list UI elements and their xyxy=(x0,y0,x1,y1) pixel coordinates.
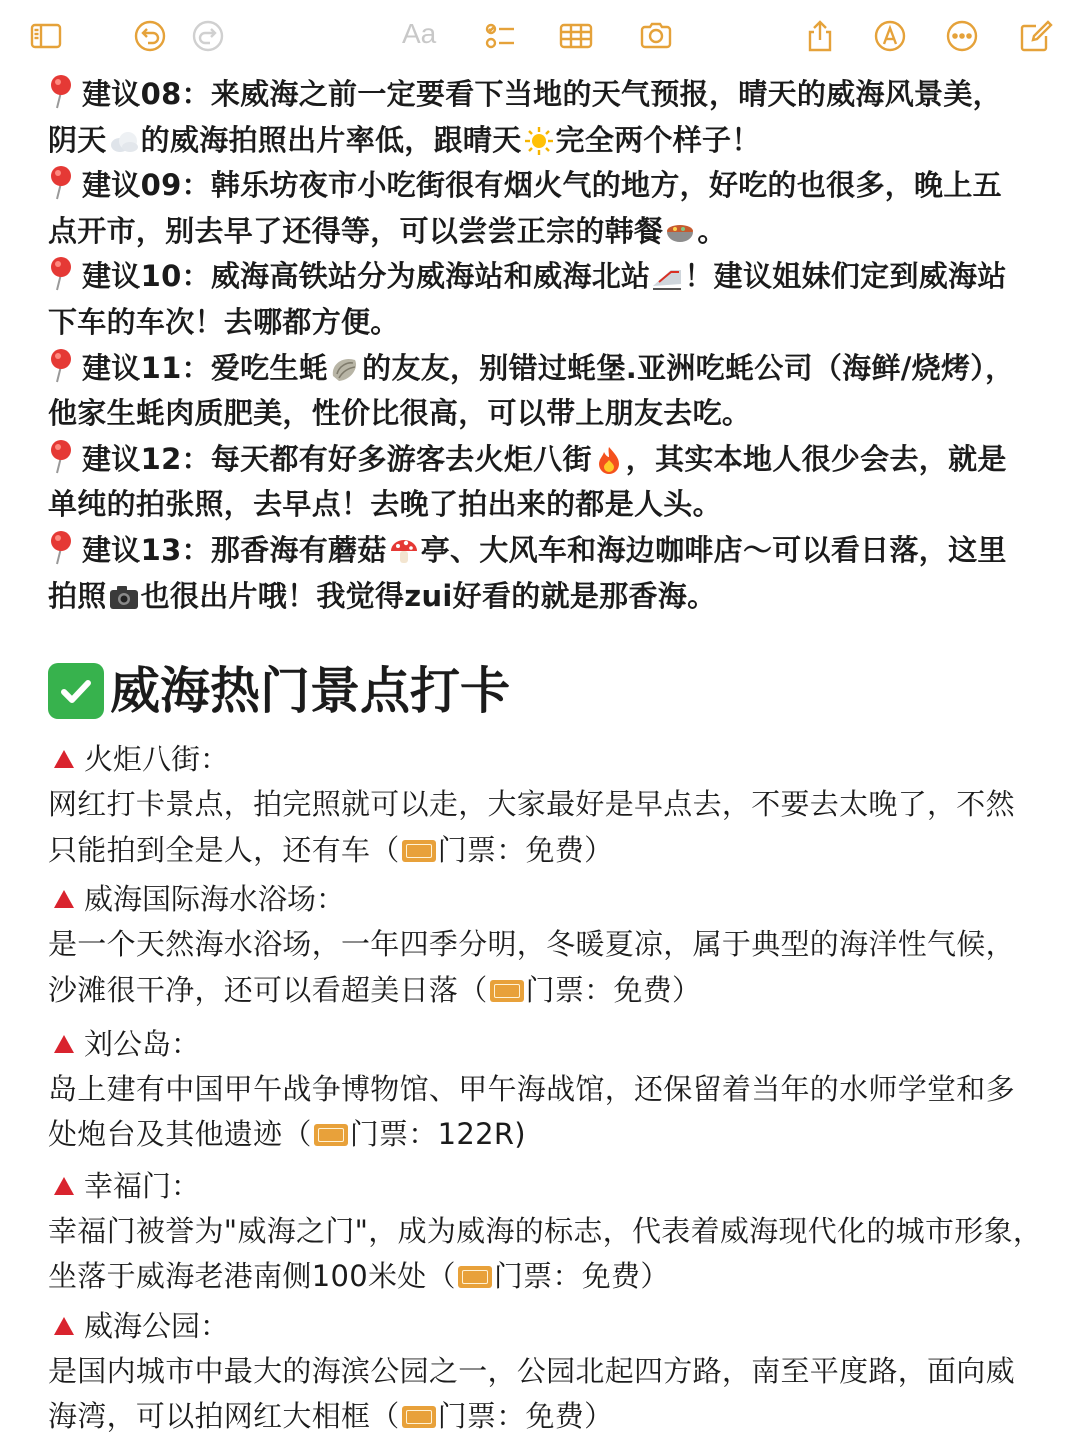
tip-line: 建议13：那香海有蘑菇 亭、大风车和海边咖啡店～可以看日落，这里 xyxy=(48,528,1068,574)
spot-name: 火炬八街： xyxy=(84,742,230,777)
tip-label: 建议09： xyxy=(82,168,211,203)
bowl-icon xyxy=(664,215,696,245)
tip-line: 阴天 的威海拍照出片率低，跟晴天 完全两个样子！ xyxy=(48,122,761,157)
red-pin-icon xyxy=(48,439,74,475)
tip-line: 建议09：韩乐坊夜市小吃街很有烟火气的地方，好吃的也很多，晚上五 xyxy=(48,163,1068,209)
red-triangle-icon xyxy=(54,1317,74,1335)
tip-label: 建议08： xyxy=(82,77,211,111)
mushroom-icon xyxy=(388,534,420,564)
tips-list xyxy=(48,72,1068,619)
tip-line: 他家生蚝肉质肥美，性价比很高，可以带上朋友去吃。 xyxy=(48,396,752,431)
spot-title xyxy=(48,1164,1068,1209)
spots-list xyxy=(48,737,1068,1440)
red-triangle-icon xyxy=(54,1177,74,1195)
red-pin-icon xyxy=(48,256,74,292)
checklist-icon[interactable] xyxy=(480,16,520,56)
spot-description-line: 是国内城市中最大的海滨公园之一，公园北起四方路，南至平度路，面向威 xyxy=(48,1353,1015,1388)
note-body[interactable] xyxy=(48,72,1068,1440)
more-options-icon[interactable] xyxy=(942,16,982,56)
tip-line: 拍照 也很出片哦！我觉得zui好看的就是那香海。 xyxy=(48,578,717,613)
tip-label: 建议13： xyxy=(82,532,211,567)
tip-line: 点开市，别去早了还得等，可以尝尝正宗的韩餐 。 xyxy=(48,213,727,248)
spot-description-line: 是一个天然海水浴场，一年四季分明，冬暖夏凉，属于典型的海洋性气候， xyxy=(48,927,1015,962)
spot-title xyxy=(48,1022,1068,1067)
spot-description-line: 坐落于威海老港南侧100米处（ 门票：免费） xyxy=(48,1259,670,1294)
tip-line: 下车的车次！去哪都方便。 xyxy=(48,304,400,339)
tip-line: 单纯的拍张照，去早点！去晚了拍出来的都是人头。 xyxy=(48,487,722,522)
spot-name: 幸福门： xyxy=(84,1168,201,1203)
camera-icon xyxy=(108,580,140,610)
section-heading xyxy=(48,649,1068,733)
red-pin-icon xyxy=(48,348,74,384)
check-mark-icon xyxy=(48,663,104,719)
tip-line: 建议12：每天都有好多游客去火炬八街 ，其实本地人很少会去，就是 xyxy=(48,437,1068,483)
share-icon[interactable] xyxy=(800,16,840,56)
cloud-icon xyxy=(108,124,140,154)
text-format-button[interactable]: Aa xyxy=(402,18,437,49)
train-icon xyxy=(651,260,683,290)
tip-line: 建议11：爱吃生蚝 的友友，别错过蚝堡.亚洲吃蚝公司（海鲜/烧烤）， xyxy=(48,346,1068,392)
ticket-icon xyxy=(402,1406,436,1428)
ticket-icon xyxy=(490,980,524,1002)
spot-description-line: 只能拍到全是人，还有车（ 门票：免费） xyxy=(48,832,614,867)
markup-pen-icon[interactable] xyxy=(870,16,910,56)
compose-icon[interactable] xyxy=(1016,16,1056,56)
tip-label: 建议10： xyxy=(82,259,211,294)
notes-toolbar xyxy=(0,0,1079,70)
spot-description-line: 海湾，可以拍网红大相框（ 门票：免费） xyxy=(48,1399,614,1434)
redo-icon[interactable] xyxy=(188,16,228,56)
ticket-icon xyxy=(402,840,436,862)
ticket-icon xyxy=(314,1124,348,1146)
tip-line: 建议10：威海高铁站分为威海站和威海北站 ！建议姐妹们定到威海站 xyxy=(48,254,1068,300)
spot-description-line: 网红打卡景点，拍完照就可以走，大家最好是早点去，不要去太晚了，不然 xyxy=(48,787,1015,822)
red-triangle-icon xyxy=(54,750,74,768)
oyster-icon xyxy=(329,352,361,382)
fire-icon xyxy=(593,443,625,473)
table-icon[interactable] xyxy=(556,16,596,56)
red-pin-icon xyxy=(48,74,74,110)
spot-title xyxy=(48,737,1068,782)
spot-title xyxy=(48,877,1068,922)
spot-description-line: 岛上建有中国甲午战争博物馆、甲午海战馆，还保留着当年的水师学堂和多 xyxy=(48,1071,1015,1106)
red-triangle-icon xyxy=(54,890,74,908)
sun-icon xyxy=(523,124,555,154)
spot-title xyxy=(48,1304,1068,1349)
undo-icon[interactable] xyxy=(130,16,170,56)
tip-label: 建议12： xyxy=(82,441,211,476)
spot-name: 威海国际海水浴场： xyxy=(84,882,346,917)
camera-icon[interactable] xyxy=(636,16,676,56)
sidebar-toggle-icon[interactable] xyxy=(26,16,66,56)
spot-description-line: 处炮台及其他遗迹（ 门票：122R) xyxy=(48,1117,526,1152)
ticket-icon xyxy=(458,1266,492,1288)
spot-description-line: 沙滩很干净，还可以看超美日落（ 门票：免费） xyxy=(48,972,702,1007)
tip-label: 建议11： xyxy=(82,350,211,385)
tip-line: 建议08：来威海之前一定要看下当地的天气预报，晴天的威海风景美， xyxy=(48,72,1068,118)
red-pin-icon xyxy=(48,530,74,566)
red-triangle-icon xyxy=(54,1035,74,1053)
section-heading-text: 威海热门景点打卡 xyxy=(110,662,510,721)
spot-name: 刘公岛： xyxy=(84,1026,201,1061)
red-pin-icon xyxy=(48,165,74,201)
spot-name: 威海公园： xyxy=(84,1308,230,1343)
spot-description-line: 幸福门被誉为"威海之门"，成为威海的标志，代表着威海现代化的城市形象， xyxy=(48,1213,1043,1248)
